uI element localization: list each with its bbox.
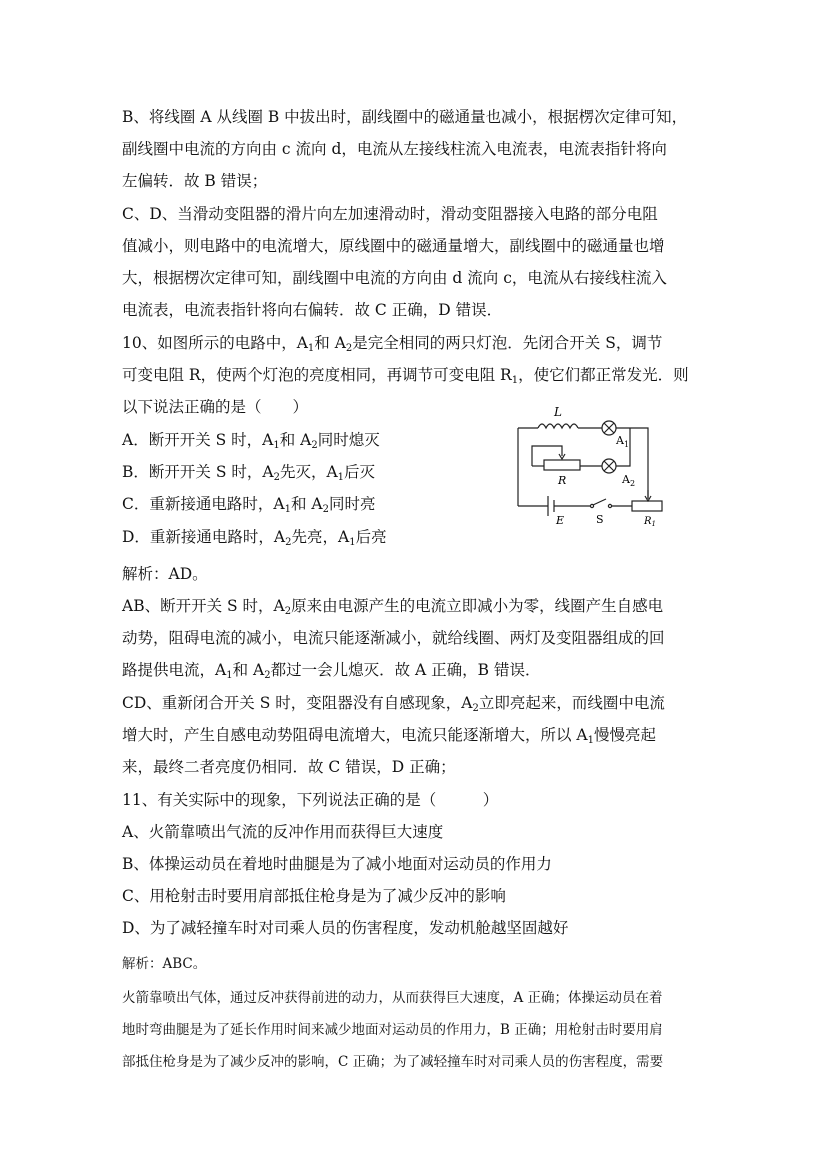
q11-answer: 解析：ABC。 bbox=[122, 956, 207, 972]
q11-exp-line-2: 地时弯曲腿是为了延长作用时间来减少地面对运动员的作用力，B 正确；用枪射击时要用肩 bbox=[122, 1022, 663, 1038]
q10-exp-line-3: 路提供电流，$A_1$和 $A_2$都过一会儿熄灭．故 A 正确，B 错误． bbox=[122, 661, 541, 681]
q11-exp-line-3: 部抵住枪身是为了减少反冲的影响，C 正确；为了减轻撞车时对司乘人员的伤害程度，需要 bbox=[122, 1054, 664, 1070]
q10-option-d: D．重新接通电路时，$A_2$先亮，$A_1$后亮 bbox=[122, 528, 387, 548]
q10-exp-line-1: AB、断开开关 S 时，$A_2$原来由电源产生的电流立即减小为零，线圈产生自感电 bbox=[122, 597, 664, 617]
para-b-line-2: 副线圈中电流的方向由 c 流向 d，电流从左接线柱流入电流表，电流表指针将向 bbox=[122, 140, 667, 158]
label-s: S bbox=[596, 513, 604, 526]
para-cd-line-2: 值减小，则电路中的电流增大，原线圈中的磁通量增大，副线圈中的磁通量也增 bbox=[122, 237, 665, 255]
para-cd-line-1: C、D、当滑动变阻器的滑片向左加速滑动时，滑动变阻器接入电路的部分电阻 bbox=[122, 205, 658, 223]
para-cd-line-3: 大，根据楞次定律可知，副线圈中电流的方向由 d 流向 c，电流从右接线柱流入 bbox=[122, 269, 667, 287]
q10-answer: 解析：AD。 bbox=[122, 565, 208, 583]
q10-stem-line-3: 以下说法正确的是（ ） bbox=[122, 398, 309, 416]
para-b-line-3: 左偏转．故 B 错误； bbox=[122, 172, 268, 190]
label-l: L bbox=[554, 405, 562, 419]
q11-option-a: A、火箭靠喷出气流的反冲作用而获得巨大速度 bbox=[122, 823, 444, 841]
q10-exp-line-6: 来，最终二者亮度仍相同．故 C 错误，D 正确； bbox=[122, 758, 456, 776]
switch-s-right bbox=[608, 504, 611, 507]
q11-option-c: C、用枪射击时要用肩部抵住枪身是为了减少反冲的影响 bbox=[122, 887, 506, 905]
switch-s-blade bbox=[593, 499, 606, 505]
q10-exp-line-2: 动势，阻碍电流的减小，电流只能逐渐减小，就给线圈、两灯及变阻器组成的回 bbox=[122, 629, 665, 647]
label-a1: $A_1$ bbox=[616, 434, 630, 449]
q11-exp-line-1: 火箭靠喷出气体，通过反冲获得前进的动力，从而获得巨大速度，A 正确；体操运动员在着 bbox=[122, 990, 663, 1006]
label-e: E bbox=[556, 514, 565, 527]
wire-mid-left bbox=[532, 446, 540, 466]
label-r1: $R_1$ bbox=[644, 516, 656, 528]
resistor-r1 bbox=[632, 501, 662, 511]
battery-e bbox=[548, 496, 554, 516]
para-b-line-1: B、将线圈 A 从线圈 B 中拔出时，副线圈中的磁通量也减小，根据楞次定律可知， bbox=[122, 108, 688, 126]
q10-option-a: A．断开开关 S 时，$A_1$和 $A_2$同时熄灭 bbox=[122, 431, 380, 451]
q10-stem-line-1: 10、如图所示的电路中，$A_1$和 $A_2$是完全相同的两只灯泡．先闭合开关 S，调节 bbox=[122, 334, 663, 354]
circuit-diagram bbox=[510, 398, 665, 528]
inductor-coil bbox=[538, 424, 578, 428]
q11-stem: 11、有关实际中的现象，下列说法正确的是（ ） bbox=[122, 791, 499, 809]
q10-stem-line-2: 可变电阻 R，使两个灯泡的亮度相同，再调节可变电阻 $R_1$，使它们都正常发光．则 bbox=[122, 366, 689, 386]
label-a2: $A_2$ bbox=[622, 473, 636, 488]
q10-option-c: C．重新接通电路时，$A_1$和 $A_2$同时亮 bbox=[122, 495, 376, 515]
q10-option-b: B．断开开关 S 时，$A_2$先灭，$A_1$后灭 bbox=[122, 463, 376, 483]
para-cd-line-4: 电流表，电流表指针将向右偏转．故 C 正确，D 错误． bbox=[122, 301, 503, 319]
q11-option-b: B、体操运动员在着地时曲腿是为了减小地面对运动员的作用力 bbox=[122, 855, 552, 873]
q10-exp-line-4: CD、重新闭合开关 S 时，变阻器没有自感现象，$A_2$立即亮起来，而线圈中电流 bbox=[122, 694, 665, 714]
resistor-r bbox=[544, 460, 580, 470]
q10-exp-line-5: 增大时，产生自感电动势阻碍电流增大，电流只能逐渐增大，所以 $A_1$慢慢亮起 bbox=[122, 726, 657, 746]
q11-option-d: D、为了减轻撞车时对司乘人员的伤害程度，发动机舱越坚固越好 bbox=[122, 919, 569, 937]
label-r: R bbox=[558, 474, 567, 487]
